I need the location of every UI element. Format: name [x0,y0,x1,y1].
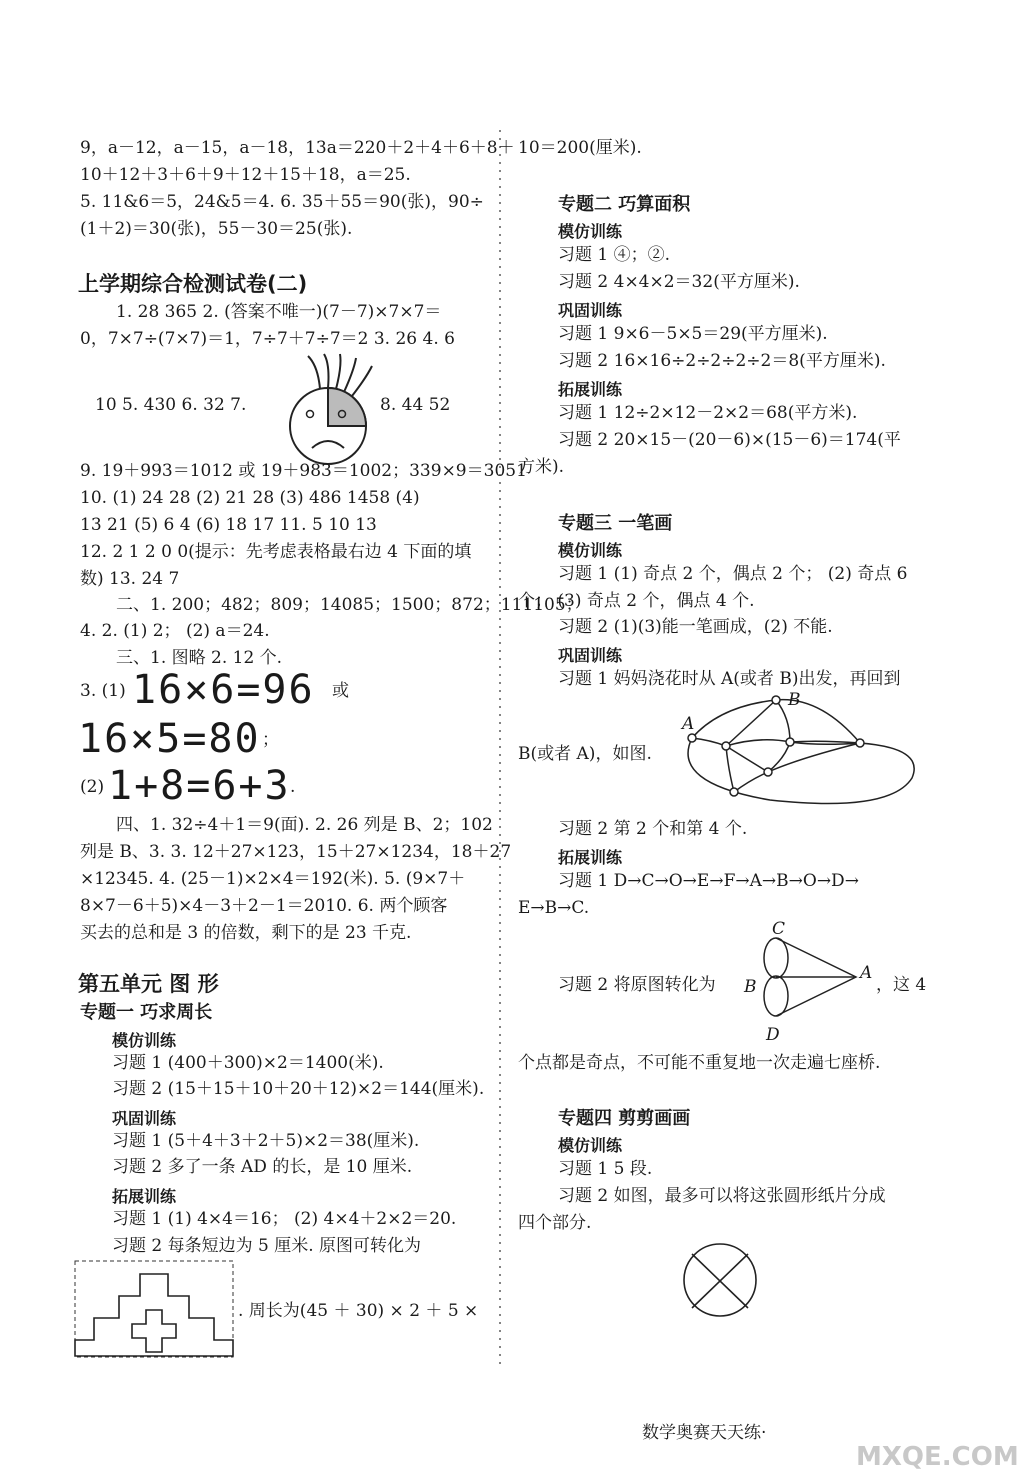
konigsberg-graph-figure [760,930,873,1022]
node-label-C: C [772,919,786,939]
text-line: B(或者 A)，如图. [518,744,652,764]
text-line: . [290,777,296,797]
point-label-B: B [788,690,801,710]
text-line: 习题 2 每条短边为 5 厘米. 原图可转化为 [112,1236,422,1256]
text-line: 习题 1 12÷2×12－2×2＝68(平方米). [558,403,858,423]
text-line: 习题 2 16×16÷2÷2÷2÷2＝8(平方厘米). [558,351,886,371]
section-heading: 模仿训练 [558,1136,623,1155]
text-line: 9. 19＋993＝1012 或 19＋983＝1002；339×9＝3051 [80,461,527,481]
text-line: 1. 28 365 2. (答案不唯一)(7－7)×7×7＝ [116,302,442,322]
node-label-B: B [744,977,757,997]
text-line: 习题 1 妈妈浇花时从 A(或者 B)出发，再回到 [558,669,901,689]
text-line: 4. 2. (1) 2； (2) a＝24. [80,621,270,641]
unit-title: 第五单元 图 形 [78,972,219,996]
text-line: 13 21 (5) 6 4 (6) 18 17 11. 5 10 13 [80,515,377,535]
topic-title: 专题四 剪剪画画 [558,1108,691,1129]
text-line: 10. (1) 24 28 (2) 21 28 (3) 486 1458 (4) [80,488,420,508]
topic-title: 专题三 一笔画 [558,513,673,534]
topic-title: 专题一 巧求周长 [80,1002,213,1023]
text-line: 10＋12＋3＋6＋9＋12＋15＋18，a＝25. [80,165,411,185]
section-heading: 拓展训练 [558,380,623,399]
section-heading: 拓展训练 [112,1187,177,1206]
text-line: 三、1. 图略 2. 12 个. [116,648,283,668]
section-heading: 模仿训练 [558,222,623,241]
circle-cut-figure [680,1240,760,1320]
section-heading: 巩固训练 [112,1109,177,1128]
text-line: 个点都是奇点，不可能不重复地一次走遍七座桥. [518,1053,881,1073]
text-line: 10＝200(厘米). [518,138,642,158]
text-line: 四、1. 32÷4＋1＝9(面). 2. 26 列是 B、2；102 [116,815,493,835]
text-line: 习题 2 (1)(3)能一笔画成，(2) 不能. [558,617,833,637]
staircase-figure [74,1260,236,1362]
watermark: MXQE.COM [856,1442,1019,1472]
text-line: 8×7－6＋5)×4－3＋2－1＝2010. 6. 两个顾客 [80,896,448,916]
node-label-D: D [766,1025,780,1045]
exam-title: 上学期综合检测试卷(二) [78,272,308,296]
text-line: 习题 2 4×4×2＝32(平方厘米). [558,272,800,292]
text-line: 习题 1 ④；②. [558,245,671,265]
text-line: ×12345. 4. (25－1)×2×4＝192(米). 5. (9×7＋ [80,869,466,889]
text-line: 习题 1 (1) 4×4＝16； (2) 4×4＋2×2＝20. [112,1209,457,1229]
text-line: 10 5. 430 6. 32 7. [95,395,247,415]
point-label-A: A [682,714,695,734]
matchstick-equation-1: 16×6=96 [132,667,315,713]
text-line: ； [262,730,279,750]
text-line: 习题 2 第 2 个和第 4 个. [558,819,748,839]
text-line: 习题 1 (400＋300)×2＝1400(米). [112,1053,384,1073]
matchstick-equation-2: 16×5=80 [78,716,261,762]
text-line: 习题 1 (1) 奇点 2 个，偶点 2 个； (2) 奇点 6 [558,564,908,584]
text-line: 0，7×7÷(7×7)＝1，7÷7＋7÷7＝2 3. 26 4. 6 [80,329,455,349]
text-line: 数) 13. 24 7 [80,569,180,589]
text-line: 个； (3) 奇点 2 个，偶点 4 个. [518,591,755,611]
text-line: 买去的总和是 3 的倍数，剩下的是 23 千克. [80,923,412,943]
text-line: E→B→C. [518,898,590,918]
text-line: 习题 1 9×6－5×5＝29(平方厘米). [558,324,828,344]
garden-path-figure [650,688,920,818]
text-line: . 周长为(45 ＋ 30) × 2 ＋ 5 × [238,1301,479,1321]
text-line: 习题 2 20×15－(20－6)×(15－6)＝174(平 [558,430,901,450]
text-line: 9，a－12，a－15，a－18，13a＝220＋2＋4＋6＋8＋ [80,138,515,158]
text-line: 习题 1 (5＋4＋3＋2＋5)×2＝38(厘米). [112,1131,420,1151]
topic-title: 专题二 巧算面积 [558,194,691,215]
text-line: 习题 2 将原图转化为 [558,975,716,995]
text-line: (2) [80,777,105,797]
text-line: 习题 2 (15＋15＋10＋20＋12)×2＝144(厘米). [112,1079,485,1099]
text-line: 习题 2 多了一条 AD 的长，是 10 厘米. [112,1157,413,1177]
text-line: 四个部分. [518,1213,592,1233]
text-line: 或 [332,681,349,701]
book-title-footer: 数学奥赛天天练· [642,1423,767,1443]
text-line: 3. (1) [80,681,126,701]
text-line: (1＋2)＝30(张)，55－30＝25(张). [80,219,353,239]
text-line: 方米). [518,457,565,477]
text-line: 列是 B、3. 3. 12＋27×123，15＋27×1234，18＋27 [80,842,512,862]
text-line: 12. 2 1 2 0 0(提示：先考虑表格最右边 4 下面的填 [80,542,472,562]
text-line: 习题 1 5 段. [558,1159,653,1179]
text-line: 二、1. 200；482；809；14085；1500；872；111105； [116,595,583,615]
section-heading: 拓展训练 [558,848,623,867]
section-heading: 巩固训练 [558,646,623,665]
column-divider [495,130,505,1370]
section-heading: 模仿训练 [112,1031,177,1050]
text-line: 8. 44 52 [380,395,451,415]
section-heading: 模仿训练 [558,541,623,560]
text-line: ，这 4 [876,975,927,995]
text-line: 习题 2 如图，最多可以将这张圆形纸片分成 [558,1186,886,1206]
node-label-A: A [860,963,873,983]
section-heading: 巩固训练 [558,301,623,320]
matchstick-equation-3: 1+8=6+3 [108,763,291,809]
text-line: 习题 1 D→C→O→E→F→A→B→O→D→ [558,871,859,891]
text-line: 5. 11&6＝5，24&5＝4. 6. 35＋55＝90(张)，90÷ [80,192,484,212]
